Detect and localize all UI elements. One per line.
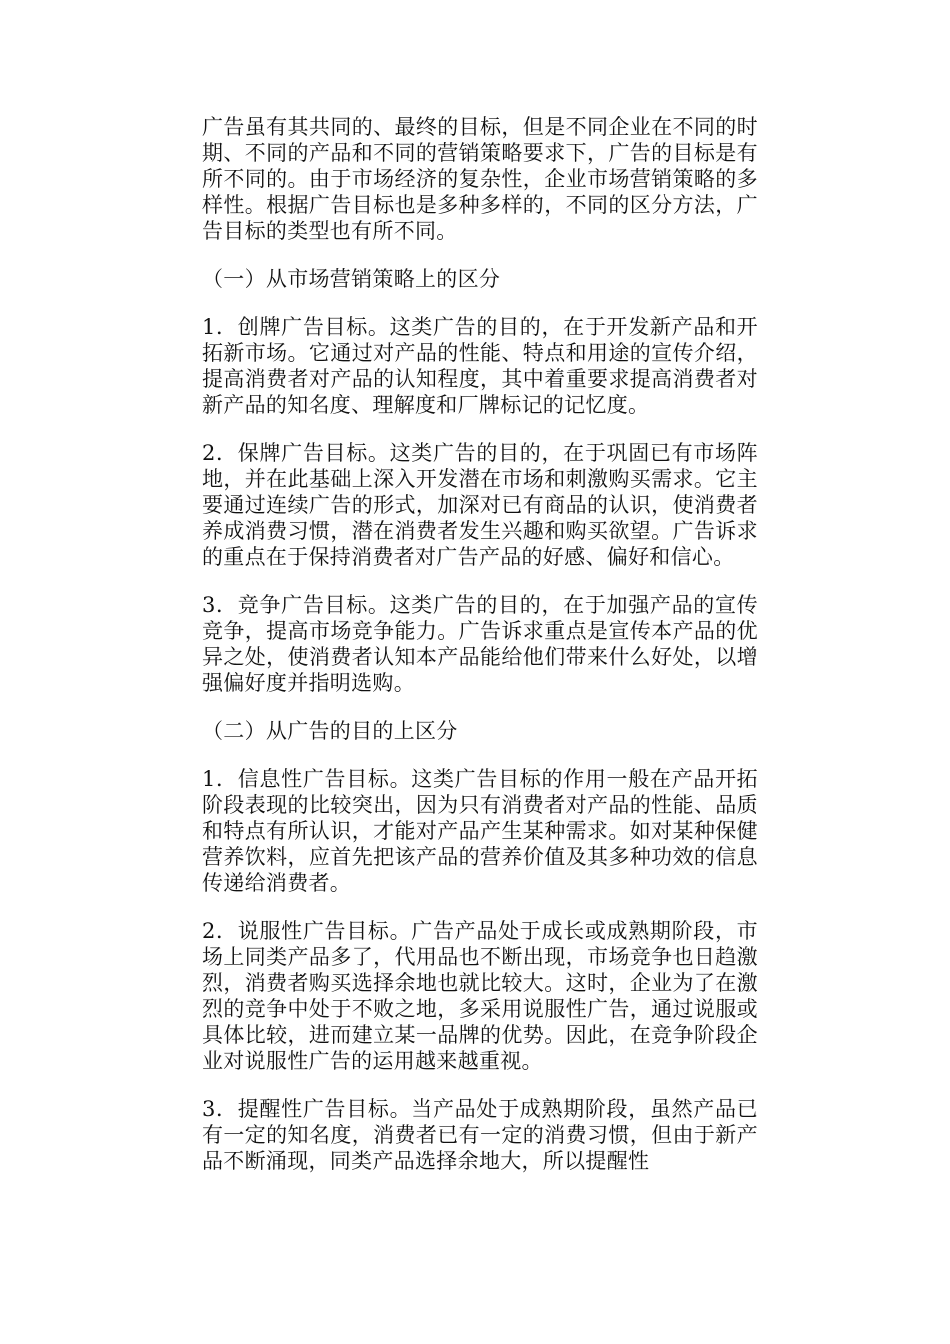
section1-item-2: 2．保牌广告目标。这类广告的目的，在于巩固已有市场阵地，并在此基础上深入开发潜在市场和刺激购买需求。它主要通过连续广告的形式，加深对已有商品的认识，使消费者养成消费习惯，潜在消费者发生兴趣和购买欲望。广告诉求的重点在于保持消费者对广告产品的好感、偏好和信心。: [202, 441, 758, 569]
document-body: [202, 114, 758, 1196]
section1-item-1: 1．创牌广告目标。这类广告的目的，在于开发新产品和开拓新市场。它通过对产品的性能、特点和用途的宣传介绍，提高消费者对产品的认知程度，其中着重要求提高消费者对新产品的知名度、理解度和厂牌标记的记忆度。: [202, 315, 758, 417]
intro-paragraph: 广告虽有其共同的、最终的目标，但是不同企业在不同的时期、不同的产品和不同的营销策略要求下，广告的目标是有所不同的。由于市场经济的复杂性，企业市场营销策略的多样性。根据广告目标也是多种多样的，不同的区分方法，广告目标的类型也有所不同。: [202, 115, 758, 243]
section1-item-3: 3．竞争广告目标。这类广告的目的，在于加强产品的宣传竞争，提高市场竞争能力。广告诉求重点是宣传本产品的优异之处，使消费者认知本产品能给他们带来什么好处，以增强偏好度并指明选购。: [202, 593, 758, 695]
section2-item-1: 1．信息性广告目标。这类广告目标的作用一般在产品开拓阶段表现的比较突出，因为只有消费者对产品的性能、品质和特点有所认识，才能对产品产生某种需求。如对某种保健营养饮料，应首先把该产品的营养价值及其多种功效的信息传递给消费者。: [202, 767, 758, 895]
section2-item-3: 3．提醒性广告目标。当产品处于成熟期阶段，虽然产品已有一定的知名度，消费者已有一定的消费习惯，但由于新产品不断涌现，同类产品选择余地大，所以提醒性: [202, 1097, 758, 1173]
section-heading-1: （一）从市场营销策略上的区分: [202, 267, 501, 291]
section2-item-2: 2．说服性广告目标。广告产品处于成长或成熟期阶段，市场上同类产品多了，代用品也不断出现，市场竞争也日趋激烈，消费者购买选择余地也就比较大。这时，企业为了在激烈的竞争中处于不败之地，多采用说服性广告，通过说服或具体比较，进而建立某一品牌的优势。因此，在竞争阶段企业对说服性广告的运用越来越重视。: [202, 919, 758, 1073]
section-heading-2: （二）从广告的目的上区分: [202, 719, 458, 743]
